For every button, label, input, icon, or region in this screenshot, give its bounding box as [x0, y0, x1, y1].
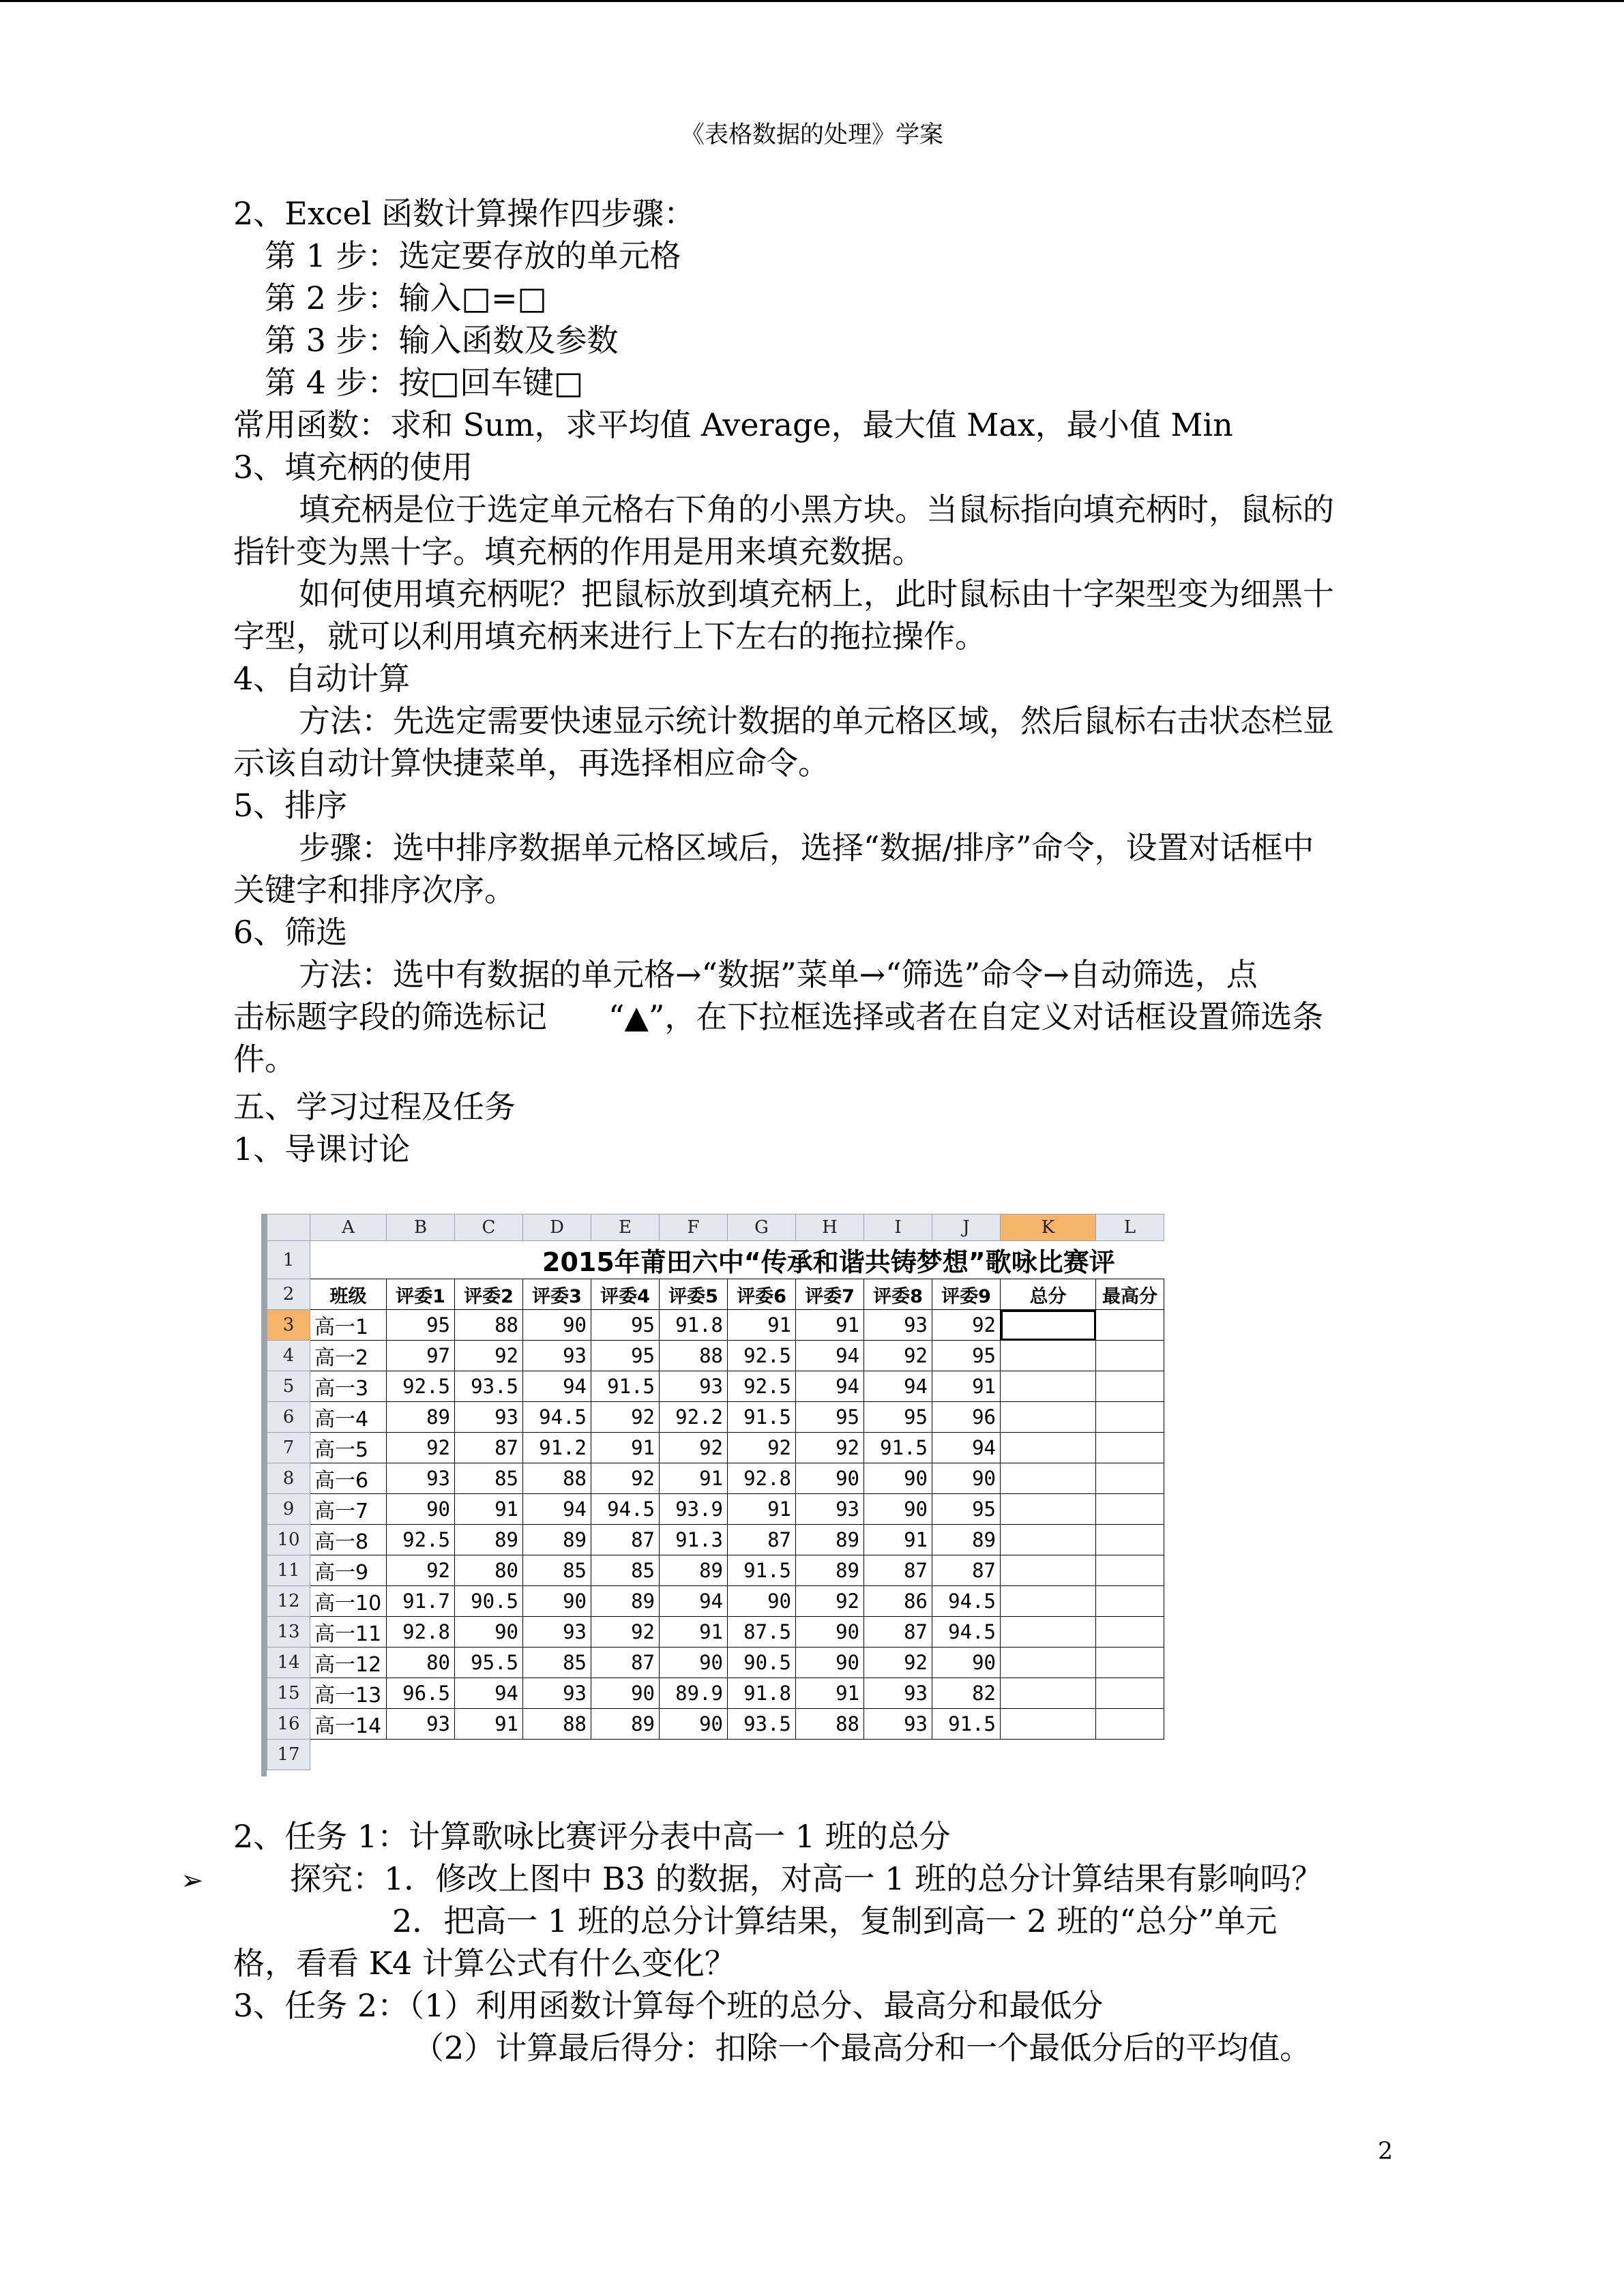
- score-cell[interactable]: 87: [591, 1525, 660, 1555]
- score-cell[interactable]: 86: [864, 1586, 932, 1617]
- score-cell[interactable]: 95: [796, 1402, 864, 1433]
- score-cell[interactable]: 94.5: [932, 1617, 1001, 1648]
- score-cell[interactable]: 94: [932, 1433, 1001, 1463]
- table-row: [267, 1463, 1164, 1494]
- score-cell[interactable]: 87: [932, 1555, 1001, 1586]
- score-cell[interactable]: 92: [864, 1341, 932, 1371]
- score-cell[interactable]: 90: [796, 1617, 864, 1648]
- class-name-cell[interactable]: 高一1: [310, 1310, 387, 1341]
- common-functions: 常用函数：求和 Sum，求平均值 Average，最大值 Max，最小值 Min: [233, 406, 1233, 443]
- row-header[interactable]: 15: [267, 1678, 310, 1709]
- score-cell[interactable]: 90: [660, 1709, 728, 1740]
- score-cell[interactable]: 87.5: [728, 1617, 796, 1648]
- score-cell[interactable]: 80: [455, 1555, 523, 1586]
- score-cell[interactable]: 95: [864, 1402, 932, 1433]
- total-cell[interactable]: [1001, 1525, 1096, 1555]
- table-row: [267, 1494, 1164, 1525]
- score-cell[interactable]: 92: [387, 1433, 455, 1463]
- score-cell[interactable]: 88: [523, 1463, 591, 1494]
- section6-p1c: 件。: [233, 1041, 296, 1077]
- max-cell[interactable]: [1096, 1709, 1164, 1740]
- class-name-cell[interactable]: 高一14: [310, 1709, 387, 1740]
- table-row: [267, 1341, 1164, 1371]
- table-row: [267, 1433, 1164, 1463]
- score-cell[interactable]: 92: [796, 1433, 864, 1463]
- score-cell[interactable]: 91.3: [660, 1525, 728, 1555]
- score-cell[interactable]: 90: [932, 1648, 1001, 1678]
- score-cell[interactable]: 92: [864, 1648, 932, 1678]
- score-cell[interactable]: 91.5: [864, 1433, 932, 1463]
- row-header[interactable]: 17: [267, 1740, 310, 1770]
- score-cell[interactable]: 96: [932, 1402, 1001, 1433]
- score-cell[interactable]: 92: [455, 1341, 523, 1371]
- corner-cell[interactable]: [267, 1214, 310, 1241]
- score-cell[interactable]: 90: [796, 1463, 864, 1494]
- score-cell[interactable]: 90: [728, 1586, 796, 1617]
- score-cell[interactable]: 92.5: [728, 1371, 796, 1402]
- score-cell[interactable]: 89: [932, 1525, 1001, 1555]
- score-cell[interactable]: 90: [387, 1494, 455, 1525]
- step-4: 第 4 步：按□回车键□: [265, 364, 584, 401]
- max-cell[interactable]: [1096, 1555, 1164, 1586]
- score-cell[interactable]: 92: [932, 1310, 1001, 1341]
- score-table: [267, 1214, 1164, 1770]
- column-header[interactable]: J: [932, 1214, 1001, 1241]
- column-header[interactable]: D: [523, 1214, 591, 1241]
- column-header[interactable]: L: [1096, 1214, 1164, 1241]
- max-cell[interactable]: [1096, 1586, 1164, 1617]
- column-header[interactable]: G: [728, 1214, 796, 1241]
- section4-title: 4、自动计算: [233, 660, 411, 697]
- column-header[interactable]: E: [591, 1214, 660, 1241]
- total-cell[interactable]: [1001, 1463, 1096, 1494]
- task1-q2b: 格，看看 K4 计算公式有什么变化？: [233, 1945, 736, 1982]
- table-row: [267, 1709, 1164, 1740]
- task1-title: 2、任务 1：计算歌咏比赛评分表中高一 1 班的总分: [233, 1818, 951, 1855]
- score-cell[interactable]: 92: [591, 1617, 660, 1648]
- spreadsheet-screenshot: [261, 1214, 1165, 1776]
- score-cell[interactable]: 91: [660, 1463, 728, 1494]
- score-cell[interactable]: 91.8: [660, 1310, 728, 1341]
- score-cell[interactable]: 89: [796, 1525, 864, 1555]
- arrow-bullet-icon: ➢: [181, 1865, 204, 1896]
- title-row: [267, 1241, 1164, 1279]
- score-cell[interactable]: 93: [796, 1494, 864, 1525]
- row-header[interactable]: 7: [267, 1433, 310, 1463]
- max-cell[interactable]: [1096, 1463, 1164, 1494]
- class-name-cell[interactable]: 高一10: [310, 1586, 387, 1617]
- score-cell[interactable]: 94: [796, 1371, 864, 1402]
- score-cell[interactable]: 89: [591, 1586, 660, 1617]
- table-row: [267, 1586, 1164, 1617]
- page-number: 2: [1378, 2138, 1393, 2165]
- section5-title: 5、排序: [233, 787, 348, 824]
- class-name-cell[interactable]: 高一13: [310, 1678, 387, 1709]
- score-cell[interactable]: 92.8: [728, 1463, 796, 1494]
- score-cell[interactable]: 94.5: [523, 1402, 591, 1433]
- max-cell[interactable]: [1096, 1678, 1164, 1709]
- score-cell[interactable]: 90: [660, 1648, 728, 1678]
- score-cell[interactable]: 93: [523, 1341, 591, 1371]
- score-cell[interactable]: 90.5: [455, 1586, 523, 1617]
- score-cell[interactable]: 93: [864, 1709, 932, 1740]
- section6-p1b-post: “▲”，在下拉框选择或者在自定义对话框设置筛选条: [608, 998, 1324, 1035]
- score-cell[interactable]: 91.5: [591, 1371, 660, 1402]
- task2-title: 3、任务 2：（1）利用函数计算每个班的总分、最高分和最低分: [233, 1987, 1104, 2024]
- score-cell[interactable]: 89: [387, 1402, 455, 1433]
- score-cell[interactable]: 90: [796, 1648, 864, 1678]
- total-cell[interactable]: [1001, 1310, 1096, 1341]
- score-cell[interactable]: 92.8: [387, 1617, 455, 1648]
- task1-q1: 探究：1．修改上图中 B3 的数据，对高一 1 班的总分计算结果有影响吗？: [290, 1860, 1323, 1897]
- score-cell[interactable]: 87: [864, 1617, 932, 1648]
- score-cell[interactable]: 89: [523, 1525, 591, 1555]
- page-top-border: [0, 0, 1624, 2]
- score-cell[interactable]: 97: [387, 1341, 455, 1371]
- page-header: 《表格数据的处理》学案: [680, 121, 943, 149]
- score-cell[interactable]: 87: [455, 1433, 523, 1463]
- table-row: [267, 1371, 1164, 1402]
- max-cell[interactable]: [1096, 1617, 1164, 1648]
- score-cell[interactable]: 94.5: [591, 1494, 660, 1525]
- score-cell[interactable]: 90: [455, 1617, 523, 1648]
- class-name-cell[interactable]: 高一12: [310, 1648, 387, 1678]
- score-cell[interactable]: 92: [387, 1555, 455, 1586]
- header-cell[interactable]: 评委3: [523, 1279, 591, 1310]
- score-cell[interactable]: 88: [796, 1709, 864, 1740]
- score-cell[interactable]: 93: [660, 1371, 728, 1402]
- max-cell[interactable]: [1096, 1433, 1164, 1463]
- step-3: 第 3 步：输入函数及参数: [265, 322, 619, 359]
- total-cell[interactable]: [1001, 1433, 1096, 1463]
- score-cell[interactable]: 93.5: [728, 1709, 796, 1740]
- score-cell[interactable]: 94: [660, 1586, 728, 1617]
- task1-q2a: 2．把高一 1 班的总分计算结果，复制到高一 2 班的“总分”单元: [392, 1903, 1278, 1939]
- score-cell[interactable]: 96.5: [387, 1678, 455, 1709]
- part5-item1: 1、导课讨论: [233, 1131, 411, 1167]
- header-cell[interactable]: 评委4: [591, 1279, 660, 1310]
- score-cell[interactable]: 82: [932, 1678, 1001, 1709]
- header-cell[interactable]: 评委7: [796, 1279, 864, 1310]
- total-cell[interactable]: [1001, 1402, 1096, 1433]
- score-cell[interactable]: 90: [591, 1678, 660, 1709]
- score-cell[interactable]: 93.5: [455, 1371, 523, 1402]
- table-row: [267, 1740, 1164, 1770]
- column-header[interactable]: I: [864, 1214, 932, 1241]
- score-cell[interactable]: 87: [728, 1525, 796, 1555]
- row-header[interactable]: 1: [267, 1241, 310, 1279]
- max-cell[interactable]: [1096, 1402, 1164, 1433]
- score-cell[interactable]: 90: [523, 1310, 591, 1341]
- header-cell[interactable]: 最高分: [1096, 1279, 1164, 1310]
- score-cell[interactable]: 88: [660, 1341, 728, 1371]
- class-name-cell[interactable]: 高一6: [310, 1463, 387, 1494]
- class-name-cell[interactable]: 高一9: [310, 1555, 387, 1586]
- table-header-row: [267, 1279, 1164, 1310]
- row-header[interactable]: 11: [267, 1555, 310, 1586]
- score-cell[interactable]: 80: [387, 1648, 455, 1678]
- score-cell[interactable]: 90: [523, 1586, 591, 1617]
- score-cell[interactable]: 87: [591, 1648, 660, 1678]
- score-cell[interactable]: 92: [728, 1433, 796, 1463]
- score-cell[interactable]: 89: [455, 1525, 523, 1555]
- spreadsheet-frame: [261, 1214, 267, 1776]
- score-cell[interactable]: 91.8: [728, 1678, 796, 1709]
- max-cell[interactable]: [1096, 1494, 1164, 1525]
- header-cell[interactable]: 评委2: [455, 1279, 523, 1310]
- row-header[interactable]: 12: [267, 1586, 310, 1617]
- task2-p2: （2）计算最后得分：扣除一个最高分和一个最低分后的平均值。: [413, 2029, 1312, 2066]
- section6-p1a: 方法：选中有数据的单元格→“数据”菜单→“筛选”命令→自动筛选，点: [299, 956, 1258, 993]
- empty-row: [310, 1740, 1164, 1770]
- score-cell[interactable]: 92: [796, 1586, 864, 1617]
- score-cell[interactable]: 91: [455, 1709, 523, 1740]
- class-name-cell[interactable]: 高一8: [310, 1525, 387, 1555]
- max-cell[interactable]: [1096, 1341, 1164, 1371]
- score-cell[interactable]: 91: [455, 1494, 523, 1525]
- total-cell[interactable]: [1001, 1709, 1096, 1740]
- score-cell[interactable]: 88: [523, 1709, 591, 1740]
- section3-p1a: 填充柄是位于选定单元格右下角的小黑方块。当鼠标指向填充柄时，鼠标的: [299, 491, 1334, 528]
- score-cell[interactable]: 93: [387, 1463, 455, 1494]
- score-cell[interactable]: 95: [932, 1494, 1001, 1525]
- score-cell[interactable]: 85: [455, 1463, 523, 1494]
- spreadsheet-title[interactable]: 2015年莆田六中“传承和谐共铸梦想”歌咏比赛评: [310, 1241, 1164, 1279]
- class-name-cell[interactable]: 高一7: [310, 1494, 387, 1525]
- score-cell[interactable]: 93: [523, 1678, 591, 1709]
- score-cell[interactable]: 94: [864, 1371, 932, 1402]
- max-cell[interactable]: [1096, 1371, 1164, 1402]
- section5-p1b: 关键字和排序次序。: [233, 871, 516, 908]
- score-cell[interactable]: 93: [864, 1310, 932, 1341]
- max-cell[interactable]: [1096, 1648, 1164, 1678]
- score-cell[interactable]: 95.5: [455, 1648, 523, 1678]
- total-cell[interactable]: [1001, 1648, 1096, 1678]
- table-row: [267, 1310, 1164, 1341]
- section3-p2b: 字型，就可以利用填充柄来进行上下左右的拖拉操作。: [233, 618, 986, 655]
- score-cell[interactable]: 95: [387, 1310, 455, 1341]
- score-cell[interactable]: 92.5: [728, 1341, 796, 1371]
- score-cell[interactable]: 94: [796, 1341, 864, 1371]
- header-cell[interactable]: 评委1: [387, 1279, 455, 1310]
- score-cell[interactable]: 92.5: [387, 1525, 455, 1555]
- score-cell[interactable]: 91: [932, 1371, 1001, 1402]
- total-cell[interactable]: [1001, 1678, 1096, 1709]
- score-cell[interactable]: 89: [591, 1709, 660, 1740]
- score-cell[interactable]: 90: [932, 1463, 1001, 1494]
- score-cell[interactable]: 88: [455, 1310, 523, 1341]
- score-cell[interactable]: 94: [523, 1494, 591, 1525]
- row-header[interactable]: 4: [267, 1341, 310, 1371]
- score-cell[interactable]: 85: [591, 1555, 660, 1586]
- score-cell[interactable]: 91.2: [523, 1433, 591, 1463]
- score-cell[interactable]: 94: [455, 1678, 523, 1709]
- row-header[interactable]: 16: [267, 1709, 310, 1740]
- table-row: [267, 1555, 1164, 1586]
- row-header[interactable]: 10: [267, 1525, 310, 1555]
- total-cell[interactable]: [1001, 1341, 1096, 1371]
- score-cell[interactable]: 85: [523, 1648, 591, 1678]
- column-header[interactable]: C: [455, 1214, 523, 1241]
- score-cell[interactable]: 91.5: [932, 1709, 1001, 1740]
- max-cell[interactable]: [1096, 1525, 1164, 1555]
- section4-p1b: 示该自动计算快捷菜单，再选择相应命令。: [233, 745, 829, 781]
- header-cell[interactable]: 评委6: [728, 1279, 796, 1310]
- score-cell[interactable]: 95: [591, 1341, 660, 1371]
- column-header[interactable]: H: [796, 1214, 864, 1241]
- section2-title: 2、Excel 函数计算操作四步骤：: [233, 195, 696, 232]
- max-cell[interactable]: [1096, 1310, 1164, 1341]
- row-header[interactable]: 8: [267, 1463, 310, 1494]
- class-name-cell[interactable]: 高一2: [310, 1341, 387, 1371]
- total-cell[interactable]: [1001, 1371, 1096, 1402]
- score-cell[interactable]: 85: [523, 1555, 591, 1586]
- section4-p1a: 方法：先选定需要快速显示统计数据的单元格区域，然后鼠标右击状态栏显: [299, 702, 1334, 739]
- class-name-cell[interactable]: 高一4: [310, 1402, 387, 1433]
- class-name-cell[interactable]: 高一11: [310, 1617, 387, 1648]
- score-cell[interactable]: 90: [864, 1494, 932, 1525]
- score-cell[interactable]: 94.5: [932, 1586, 1001, 1617]
- table-row: [267, 1525, 1164, 1555]
- total-cell[interactable]: [1001, 1494, 1096, 1525]
- section6-p1b: [233, 998, 1324, 1035]
- score-cell[interactable]: 93: [523, 1617, 591, 1648]
- total-cell[interactable]: [1001, 1555, 1096, 1586]
- score-cell[interactable]: 91: [728, 1494, 796, 1525]
- total-cell[interactable]: [1001, 1586, 1096, 1617]
- score-cell[interactable]: 91: [796, 1310, 864, 1341]
- section6-p1b-pre: 击标题字段的筛选标记: [233, 998, 547, 1035]
- score-cell[interactable]: 93.9: [660, 1494, 728, 1525]
- score-cell[interactable]: 91: [728, 1310, 796, 1341]
- row-header[interactable]: 9: [267, 1494, 310, 1525]
- score-cell[interactable]: 95: [591, 1310, 660, 1341]
- section5-p1a: 步骤：选中排序数据单元格区域后，选择“数据/排序”命令，设置对话框中: [299, 829, 1314, 866]
- table-row: [267, 1402, 1164, 1433]
- score-cell[interactable]: 94: [523, 1371, 591, 1402]
- header-cell[interactable]: 评委9: [932, 1279, 1001, 1310]
- column-header[interactable]: B: [387, 1214, 455, 1241]
- row-header[interactable]: 6: [267, 1402, 310, 1433]
- score-cell[interactable]: 92: [591, 1402, 660, 1433]
- score-cell[interactable]: 91.5: [728, 1555, 796, 1586]
- score-cell[interactable]: 89.9: [660, 1678, 728, 1709]
- part5-title: 五、学习过程及任务: [233, 1088, 516, 1125]
- score-cell[interactable]: 92: [660, 1433, 728, 1463]
- header-cell[interactable]: 班级: [310, 1279, 387, 1310]
- step-2: 第 2 步：输入□=□: [265, 280, 547, 316]
- row-header[interactable]: 14: [267, 1648, 310, 1678]
- score-cell[interactable]: 91: [796, 1678, 864, 1709]
- section6-title: 6、筛选: [233, 914, 348, 951]
- header-cell[interactable]: 评委5: [660, 1279, 728, 1310]
- score-cell[interactable]: 93: [387, 1709, 455, 1740]
- column-header[interactable]: A: [310, 1214, 387, 1241]
- score-cell[interactable]: 93: [455, 1402, 523, 1433]
- table-row: [267, 1648, 1164, 1678]
- column-header[interactable]: F: [660, 1214, 728, 1241]
- score-cell[interactable]: 90: [864, 1463, 932, 1494]
- header-cell[interactable]: 总分: [1001, 1279, 1096, 1310]
- row-header[interactable]: 2: [267, 1279, 310, 1310]
- total-cell[interactable]: [1001, 1617, 1096, 1648]
- score-cell[interactable]: 92.5: [387, 1371, 455, 1402]
- column-header[interactable]: K: [1001, 1214, 1096, 1241]
- class-name-cell[interactable]: 高一3: [310, 1371, 387, 1402]
- score-cell[interactable]: 93: [864, 1678, 932, 1709]
- column-header-row: [267, 1214, 1164, 1241]
- score-cell[interactable]: 89: [796, 1555, 864, 1586]
- score-cell[interactable]: 92.2: [660, 1402, 728, 1433]
- row-header[interactable]: 13: [267, 1617, 310, 1648]
- section3-title: 3、填充柄的使用: [233, 449, 473, 486]
- score-cell[interactable]: 89: [660, 1555, 728, 1586]
- score-cell[interactable]: 91: [864, 1525, 932, 1555]
- header-cell[interactable]: 评委8: [864, 1279, 932, 1310]
- row-header[interactable]: 5: [267, 1371, 310, 1402]
- score-cell[interactable]: 91.5: [728, 1402, 796, 1433]
- score-cell[interactable]: 91: [591, 1433, 660, 1463]
- score-cell[interactable]: 95: [932, 1341, 1001, 1371]
- score-cell[interactable]: 91: [660, 1617, 728, 1648]
- section3-p1b: 指针变为黑十字。填充柄的作用是用来填充数据。: [233, 533, 924, 570]
- table-row: [267, 1678, 1164, 1709]
- score-cell[interactable]: 91.7: [387, 1586, 455, 1617]
- class-name-cell[interactable]: 高一5: [310, 1433, 387, 1463]
- row-header[interactable]: 3: [267, 1310, 310, 1341]
- step-1: 第 1 步：选定要存放的单元格: [265, 237, 681, 274]
- section3-p2a: 如何使用填充柄呢？把鼠标放到填充柄上，此时鼠标由十字架型变为细黑十: [299, 576, 1334, 612]
- score-cell[interactable]: 92: [591, 1463, 660, 1494]
- score-cell[interactable]: 90.5: [728, 1648, 796, 1678]
- table-row: [267, 1617, 1164, 1648]
- score-cell[interactable]: 87: [864, 1555, 932, 1586]
